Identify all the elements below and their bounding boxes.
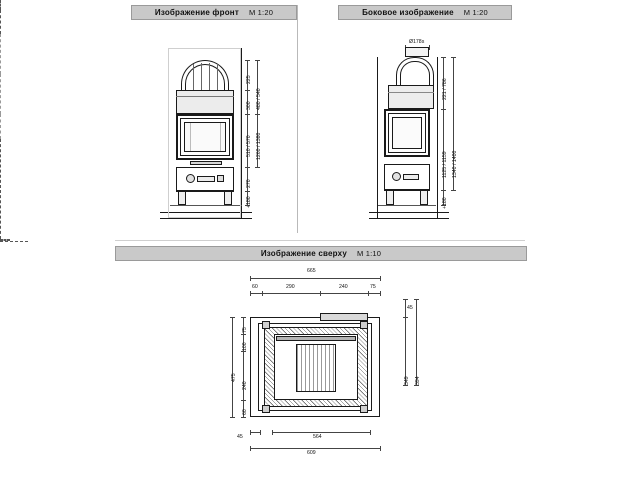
top-dim-45: 45 [407, 305, 413, 311]
panel-title-front [131, 5, 297, 20]
panel-title-side-label: Боковое изображение [362, 8, 454, 17]
front-dim-1260-1380: 1260 / 1380 [256, 132, 262, 160]
panel-title-side [338, 5, 512, 20]
top-dim-left-60: 60 [242, 409, 248, 415]
front-dim-480-540: 480 / 540 [256, 88, 262, 110]
top-dim-290: 290 [286, 284, 295, 290]
side-dim-221-786: 221 / 786 [442, 78, 448, 100]
side-dim-180: +180 [442, 197, 448, 209]
top-dim-left-240: 240 [242, 381, 248, 390]
top-dim-564: 564 [313, 434, 322, 440]
top-dim-240: 240 [339, 284, 348, 290]
top-dim-60: 60 [252, 284, 258, 290]
side-dim-1125-1159: 1125 / 1159 [442, 151, 448, 178]
panel-title-front-scale: М 1:20 [248, 8, 274, 17]
side-dim-1340-1400: 1340 / 1400 [452, 150, 458, 178]
front-dim-180: +180 [246, 196, 252, 208]
panel-title-side-scale: М 1:20 [463, 8, 488, 17]
top-dim-609: 609 [307, 450, 316, 456]
top-dim-75: 75 [370, 284, 376, 290]
top-dim-left-100: 100 [242, 342, 248, 351]
side-dim-flue: Ø178s [409, 39, 425, 45]
panel-title-top-label: Изображение сверху [260, 249, 348, 258]
front-dim-225: 225 [246, 75, 252, 84]
top-dim-394: 394 [415, 376, 421, 385]
panel-title-top [115, 246, 527, 261]
top-dim-349: 349 [404, 376, 410, 385]
panel-divider [297, 5, 298, 233]
top-dim-bottom-45: 45 [237, 434, 243, 440]
front-dim-510-570: 510 / 570 [246, 135, 252, 157]
front-dim-270: 270 [246, 179, 252, 188]
top-dim-left-75: 75 [242, 327, 248, 333]
front-dim-300: 300 [246, 101, 252, 110]
top-dim-665: 665 [307, 268, 316, 274]
panel-title-top-scale: М 1:10 [357, 249, 382, 258]
top-dim-475: 475 [231, 373, 237, 382]
panel-title-front-label: Изображение фронт [154, 8, 239, 17]
